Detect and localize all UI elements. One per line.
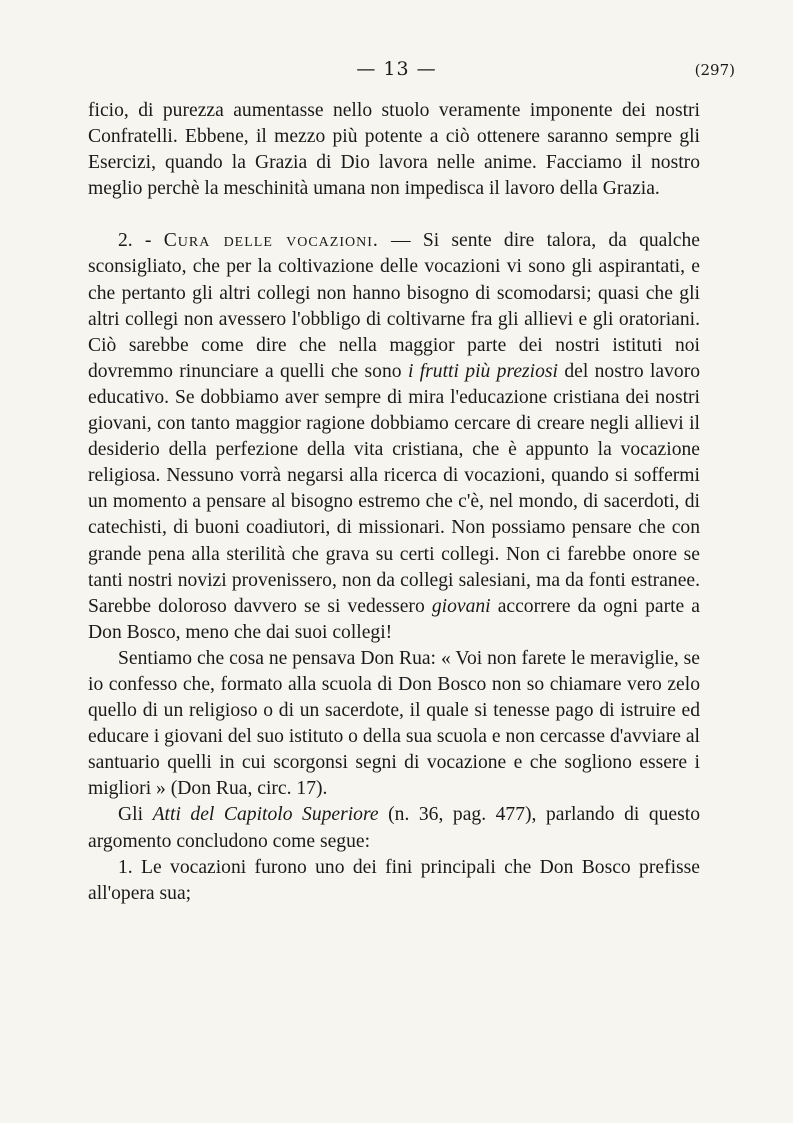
paragraph-5: 1. Le vocazioni furono uno dei fini principali che Don Bosco prefisse all'opera sua; <box>88 856 700 904</box>
paragraph-4-text-b: (n. 36, pag. 477), parlando di questo argomento concludono come segue: <box>88 804 700 852</box>
paragraph-2-text-c: accorrere da ogni parte a Don Bosco, meno che dai suoi collegi! <box>88 595 700 643</box>
paragraph-2-italic-b: giovani <box>431 595 491 617</box>
paragraph-4 <box>88 802 700 854</box>
paragraph-2-text-a: — Si sente dire talora, da qualche sconsigliato, che per la coltivazione delle vocazioni vi sono gli aspirantati, e che pertanto gli altri collegi non hanno bisogno di scomodarsi; quasi che gli altri collegi non avessero l'obbligo di coltivarne fra gli allievi e gli oratoriani. Ciò sarebbe come dire che nella maggior parte dei nostri istituti noi dovremmo rinunciare a quelli che sono <box>88 230 700 382</box>
paragraph-1: ficio, di purezza aumentasse nello stuolo veramente imponente dei nostri Confratelli. Ebbene, il mezzo più potente a ciò ottenere saranno sempre gli Esercizi, quando la Grazia di Dio lavora nelle anime. Facciamo il nostro meglio perchè la meschinità umana non impedisca il lavoro della Grazia. <box>88 100 700 200</box>
paragraph-4-italic: Atti del Capitolo Superiore <box>152 804 379 826</box>
page-number: — 13 — <box>356 58 437 80</box>
paragraph-3: Sentiamo che cosa ne pensava Don Rua: « Voi non farete le meraviglie, se io confesso che, formato alla scuola di Don Bosco non so chiamare vero zelo quello di un religioso o di un sacerdote, il quale si tenesse pago di istruire ed educare i giovani del suo istituto o della sua scuola e non cercasse d'avviare al santuario quelli in cui scorgonsi segni di vocazione e che sogliono essere i migliori » (Don Rua, circ. 17). <box>88 647 700 800</box>
paragraph-4-text-a: Gli <box>118 804 144 826</box>
section-heading: Cura delle vocazioni. <box>163 230 379 252</box>
paragraph-2 <box>88 228 700 646</box>
section-number: 2. - <box>118 230 152 252</box>
paragraph-2-text-b: del nostro lavoro educativo. Se dobbiamo aver sempre di mira l'educazione cristiana dei nostri giovani, con tanto maggior ragione dobbiamo cercare di creare negli allievi il desiderio della perfezione della vita cristiana, che è appunto la vocazione religiosa. Nessuno vorrà negarsi alla ricerca di vocazioni, quando si soffermi un momento a pensare al bisogno estremo che c'è, nel mondo, di sacerdoti, di catechisti, di buoni coadiutori, di missionari. Non possiamo pensare che con grande pena alla sterilità che grava su certi collegi. Non ci farebbe onore se tanti nostri novizi provenissero, non da collegi salesiani, ma da fonti estranee. Sarebbe doloroso davvero se si vedessero <box>88 360 701 617</box>
paragraph-2-italic-a: i frutti più preziosi <box>407 360 558 382</box>
body-text <box>88 98 700 907</box>
folio-number: (297) <box>694 61 735 79</box>
